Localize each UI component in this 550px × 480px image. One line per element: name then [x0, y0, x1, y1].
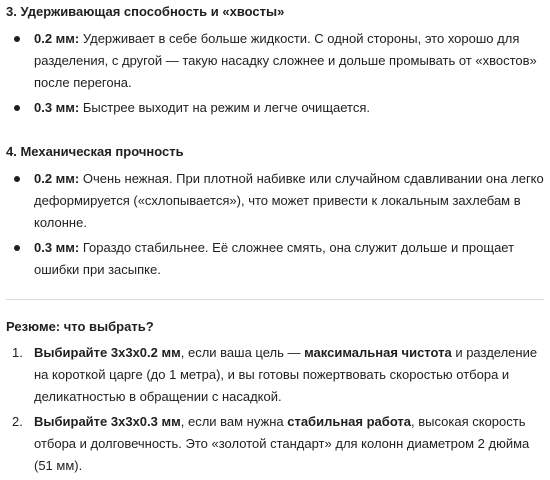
item-text: , если ваша цель —: [180, 345, 305, 360]
bullet-icon: [14, 36, 20, 42]
item-text: Гораздо стабильнее. Её сложнее смять, она служит дольше и прощает ошибки при засыпке.: [34, 240, 515, 277]
item-text: и разделение на короткой царге (до 1 метра), и вы готовы пожертвовать скоростью отбора и деликатностью в обращении с насадкой.: [34, 345, 538, 404]
item-lead: Выбирайте 3х3х0.3 мм: [34, 414, 181, 429]
list-item: [34, 237, 544, 281]
divider: [6, 299, 544, 300]
list-item: [34, 342, 544, 408]
item-label: 0.2 мм:: [34, 31, 80, 46]
list-item: [34, 97, 544, 119]
summary-heading: Резюме: что выбрать?: [6, 319, 154, 334]
bullet-icon: [14, 245, 20, 251]
bullet-icon: [14, 176, 20, 182]
list-number: 2.: [12, 414, 23, 429]
item-lead: Выбирайте 3х3х0.2 мм: [34, 345, 181, 360]
section-3-heading: 3. Удерживающая способность и «хвосты»: [6, 4, 285, 19]
item-emphasis: максимальная чистота: [304, 345, 452, 360]
list-item: [34, 28, 544, 94]
item-text: Удерживает в себе больше жидкости. С одной стороны, это хорошо для разделения, с другой — такую насадку сложнее и дольше промывать от «хвостов» после перегона.: [34, 31, 537, 90]
item-text: , высокая скорость отбора и долговечность. Это «золотой стандарт» для колонн диаметром 2 дюйма (51 мм).: [34, 414, 530, 473]
item-label: 0.2 мм:: [34, 171, 80, 186]
bullet-icon: [14, 105, 20, 111]
list-number: 1.: [12, 345, 23, 360]
item-text: Очень нежная. При плотной набивке или случайном сдавливании она легко деформируется («схлопывается»), что может привести к локальным захлебам в колонне.: [34, 171, 544, 230]
item-label: 0.3 мм:: [34, 240, 80, 255]
item-text: , если вам нужна: [180, 414, 288, 429]
list-item: [34, 168, 544, 234]
item-label: 0.3 мм:: [34, 100, 80, 115]
item-emphasis: стабильная работа: [287, 414, 412, 429]
list-item: [34, 411, 544, 477]
item-text: Быстрее выходит на режим и легче очищается.: [79, 100, 371, 115]
section-4-heading: 4. Механическая прочность: [6, 144, 184, 159]
